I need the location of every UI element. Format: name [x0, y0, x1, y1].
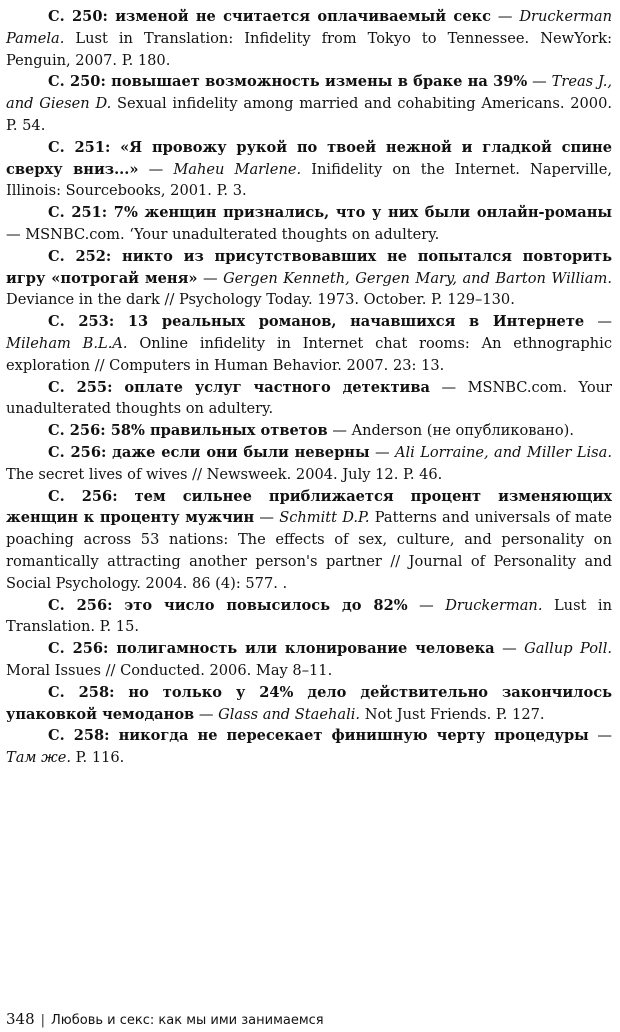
reference-author: Gergen Kenneth, Gergen Mary, and Barton William. [223, 269, 612, 287]
reference-source: Lust in Translation. P. 15. [6, 596, 612, 636]
reference-source: Not Just Friends. P. 127. [360, 705, 545, 723]
reference-source: Anderson (не опубликовано). [351, 422, 575, 440]
dash: — [429, 378, 468, 396]
dash: — [527, 73, 552, 91]
reference-entry [6, 595, 612, 639]
dash: — [584, 313, 612, 331]
reference-entry [6, 71, 612, 136]
dash: — [254, 509, 280, 527]
dash: — [494, 640, 525, 658]
reference-author: Schmitt D.P. [279, 509, 370, 527]
reference-author: Treas J., and Giesen D. [6, 73, 613, 113]
reference-quote: С. 256: 58% правильных ответов [48, 422, 328, 440]
reference-author: Druckerman Pamela. [6, 8, 613, 47]
reference-author: Maheu Marlene. [173, 160, 302, 178]
page-number: 348 [6, 1010, 35, 1028]
reference-entry [6, 420, 612, 442]
reference-source: Moral Issues // Conducted. 2006. May 8–11. [6, 661, 333, 679]
reference-author: Mileham B.L.A. [6, 334, 128, 352]
dash: — [194, 705, 219, 723]
dash: — [407, 596, 446, 614]
footer-separator: | [40, 1013, 46, 1028]
reference-quote: С. 258: но только у 24% дело действительно закончилось упаковкой чемоданов [6, 683, 612, 723]
reference-entry [6, 725, 612, 769]
reference-source: MSNBC.com. Your unadulterated thoughts on adultery. [6, 378, 613, 418]
reference-source: Inifidelity on the Internet. Naperville, Illinois: Sourcebooks, 2001. P. 3. [6, 160, 612, 200]
reference-entry [6, 638, 612, 682]
reference-quote: С. 256: это число повысилось до 82% [48, 596, 408, 614]
reference-entry [6, 486, 612, 595]
reference-quote: С. 250: повышает возможность измены в браке на 39% [48, 73, 528, 91]
reference-entry [6, 137, 612, 202]
reference-quote: С. 255: оплате услуг частного детектива [48, 378, 430, 396]
reference-quote: С. 252: никто из присутствовавших не попытался повторить игру «потрогай меня» [6, 247, 612, 287]
reference-source: Sexual infidelity among married and cohabiting Americans. 2000. P. 54. [6, 95, 612, 134]
reference-entry [6, 6, 612, 71]
reference-author: Glass and Staehali. [218, 705, 361, 723]
reference-entry [6, 202, 612, 246]
reference-entry [6, 442, 612, 486]
reference-entry [6, 377, 612, 421]
reference-quote: С. 251: «Я провожу рукой по твоей нежной и гладкой спине сверху вниз...» [6, 138, 612, 178]
reference-source: P. 116. [71, 749, 125, 767]
reference-author: Там же. [6, 749, 72, 767]
reference-source: Lust in Translation: Infidelity from Tokyo to Tennessee. NewYork: Penguin, 2007. P. 180. [6, 29, 612, 69]
dash: — [6, 225, 26, 243]
reference-quote: С. 250: изменой не считается оплачиваемый секс [48, 8, 491, 25]
reference-quote: С. 253: 13 реальных романов, начавшихся в Интернете [48, 313, 585, 331]
reference-source: Patterns and universals of mate poaching across 53 nations: The effects of sex, culture, and personality on romantically attracting another person's partner // Journal of Personality and Social Psychology. 2004. 86 (4): 577. . [6, 509, 613, 592]
reference-source: Online infidelity in Internet chat rooms: An ethnographic exploration // Computers in Human Behavior. 2007. 23: 13. [6, 334, 612, 374]
reference-source: The secret lives of wives // Newsweek. 2004. July 12. P. 46. [6, 465, 443, 483]
reference-quote: С. 258: никогда не пересекает финишную черту процедуры [48, 727, 589, 745]
reference-source: MSNBC.com. ‘Your unadulterated thoughts on adultery. [25, 225, 440, 243]
reference-quote: С. 256: тем сильнее приближается процент изменяющих женщин к проценту мужчин [6, 487, 612, 527]
dash: — [369, 443, 395, 461]
reference-author: Druckerman. [445, 596, 543, 614]
dash: — [490, 8, 520, 25]
reference-author: Ali Lorraine, and Miller Lisa. [394, 443, 613, 461]
reference-quote: С. 251: 7% женщин признались, что у них были онлайн-романы [48, 204, 612, 222]
dash: — [138, 160, 174, 178]
page-footer [6, 1010, 324, 1028]
reference-entry [6, 311, 612, 376]
reference-source: Deviance in the dark // Psychology Today. 1973. October. P. 129–130. [6, 291, 515, 309]
book-title: Любовь и секс: как мы ими занимаемся [51, 1013, 324, 1028]
reference-author: Gallup Poll. [524, 640, 613, 658]
dash: — [327, 422, 352, 440]
reference-entry [6, 682, 612, 726]
reference-quote: С. 256: даже если они были неверны [48, 443, 370, 461]
reference-quote: С. 256: полигамность или клонирование человека [48, 640, 495, 658]
reference-entry [6, 246, 612, 311]
dash: — [197, 269, 224, 287]
dash: — [588, 727, 613, 745]
references-list [6, 6, 612, 769]
